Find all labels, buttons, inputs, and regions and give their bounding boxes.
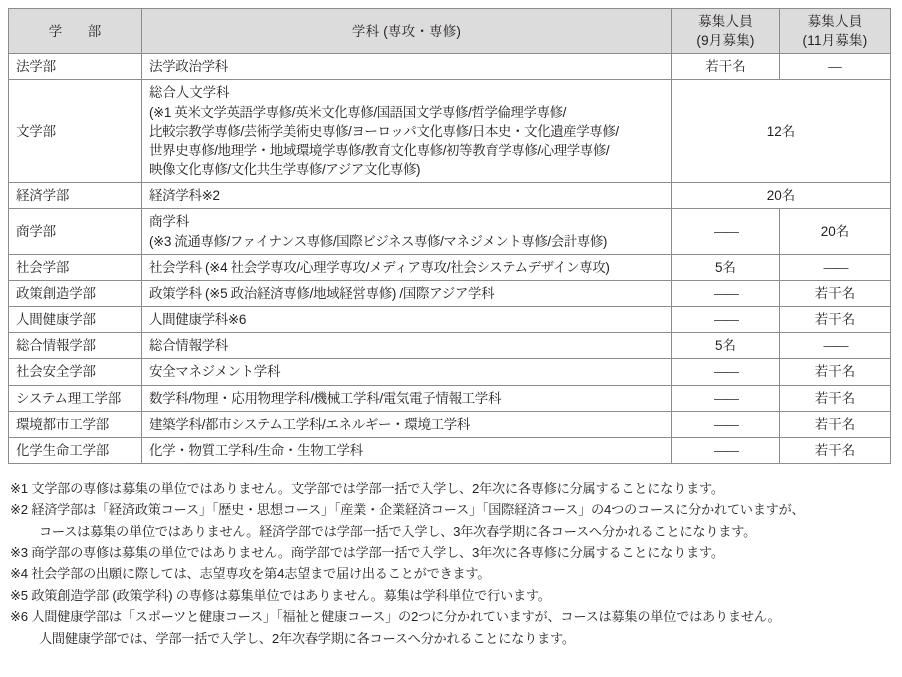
- faculty-name-cell: 環境都市工学部: [9, 411, 142, 437]
- not-offered-dash: ——: [714, 285, 737, 301]
- department-majors-line: (※1 英米文学英語学専修/英米文化専修/国語国文学専修/哲学倫理学専修/: [149, 104, 566, 120]
- not-offered-dash: ——: [714, 390, 737, 406]
- november-quota-line1: 募集人員: [807, 14, 863, 29]
- faculty-name-cell: 法学部: [9, 54, 142, 80]
- november-quota-cell: 若干名: [780, 280, 891, 306]
- september-quota-cell: 5名: [672, 254, 780, 280]
- faculty-name-cell: 化学生命工学部: [9, 437, 142, 463]
- faculty-name-cell: 人間健康学部: [9, 307, 142, 333]
- faculty-name-cell: 商学部: [9, 209, 142, 254]
- september-quota-cell: [672, 411, 780, 437]
- faculty-name-cell: 社会安全学部: [9, 359, 142, 385]
- footnote: [10, 478, 890, 499]
- footnote-text: 経済学部は「経済政策コース」「歴史・思想コース」「産業・企業経済コース」「国際経済コース」の4つのコースに分かれていますが、: [31, 502, 805, 518]
- department-majors-line: 世界史専修/地理学・地域環境学専修/教育文化専修/初等教育学専修/心理学専修/: [149, 142, 610, 158]
- footnote: [10, 499, 890, 542]
- table-row: [9, 333, 891, 359]
- department-cell: [142, 209, 672, 254]
- footnote: [10, 585, 890, 606]
- footnote-marker: ※1: [10, 480, 28, 496]
- september-quota-cell: [672, 437, 780, 463]
- table-row: [9, 254, 891, 280]
- september-quota-cell: 5名: [672, 333, 780, 359]
- department-cell: 化学・物質工学科/生命・生物工学科: [142, 437, 672, 463]
- footnote-text: 社会学部の出願に際しては、志望専攻を第4志望まで届け出ることができます。: [31, 566, 491, 582]
- table-row: [9, 183, 891, 209]
- not-offered-dash: ——: [823, 259, 847, 275]
- september-quota-cell: [672, 209, 780, 254]
- footnote: [10, 563, 890, 584]
- column-header-faculty: 学 部: [9, 9, 142, 54]
- not-offered-dash: ——: [714, 364, 737, 380]
- november-quota-cell: [780, 54, 891, 80]
- footnote-continuation: 人間健康学部では、学部一括で入学し、2年次春学期に各コースへ分かれることになります。: [39, 630, 575, 646]
- not-offered-dash: ——: [714, 416, 737, 432]
- department-majors-line: 映像文化専修/文化共生学専修/アジア文化専修): [149, 162, 421, 178]
- table-row: [9, 54, 891, 80]
- footnote-text: 商学部の専修は募集の単位ではありません。商学部では学部一括で入学し、3年次に各専修に分属することになります。: [31, 545, 724, 561]
- admissions-table: [8, 8, 891, 464]
- table-row: [9, 411, 891, 437]
- september-quota-cell: 若干名: [672, 54, 780, 80]
- footnote-text: 人間健康学部は「スポーツと健康コース」「福祉と健康コース」の2つに分かれていますが、コースは募集の単位ではありません。: [31, 609, 781, 625]
- november-quota-cell: 若干名: [780, 437, 891, 463]
- november-quota-cell: 若干名: [780, 411, 891, 437]
- november-quota-cell: [780, 254, 891, 280]
- department-cell: 人間健康学科※6: [142, 307, 672, 333]
- september-quota-cell: [672, 359, 780, 385]
- faculty-name-cell: 総合情報学部: [9, 333, 142, 359]
- footnote-marker: ※5: [10, 587, 28, 603]
- footnote-text: 文学部の専修は募集の単位ではありません。文学部では学部一括で入学し、2年次に各専修に分属することになります。: [31, 480, 724, 496]
- september-quota-line2: (9月募集): [696, 33, 755, 49]
- table-row: [9, 385, 891, 411]
- footnote-continuation: コースは募集の単位ではありません。経済学部では学部一括で入学し、3年次春学期に各コースへ分かれることになります。: [39, 523, 757, 539]
- footnote-text: 政策創造学部 (政策学科) の専修は募集単位ではありません。募集は学科単位で行います。: [31, 587, 551, 603]
- table-row: [9, 209, 891, 254]
- department-cell: 総合情報学科: [142, 333, 672, 359]
- faculty-name-cell: 政策創造学部: [9, 280, 142, 306]
- department-cell: 建築学科/都市システム工学科/エネルギー・環境工学科: [142, 411, 672, 437]
- november-quota-line2: (11月募集): [802, 33, 868, 49]
- header-row: [9, 9, 891, 54]
- november-quota-cell: 若干名: [780, 359, 891, 385]
- quota-merged-cell: 20名: [672, 183, 891, 209]
- department-cell: 経済学科※2: [142, 183, 672, 209]
- table-row: [9, 80, 891, 183]
- faculty-name-cell: 経済学部: [9, 183, 142, 209]
- november-quota-cell: 若干名: [780, 307, 891, 333]
- september-quota-line1: 募集人員: [698, 14, 753, 29]
- footnote-marker: ※4: [10, 566, 28, 582]
- department-majors-line: 比較宗教学専修/芸術学美術史専修/ヨーロッパ文化専修/日本史・文化遺産学専修/: [149, 123, 619, 139]
- department-cell: 数学科/物理・応用物理学科/機械工学科/電気電子情報工学科: [142, 385, 672, 411]
- november-quota-cell: 若干名: [780, 385, 891, 411]
- table-row: [9, 437, 891, 463]
- november-quota-cell: [780, 333, 891, 359]
- footnotes: [8, 478, 890, 649]
- table-row: [9, 307, 891, 333]
- september-quota-cell: [672, 307, 780, 333]
- footnote: [10, 606, 890, 649]
- quota-merged-cell: 12名: [672, 80, 891, 183]
- not-offered-dash: ——: [823, 338, 847, 354]
- not-offered-dash: ——: [714, 312, 737, 328]
- table-row: [9, 280, 891, 306]
- footnote: [10, 542, 890, 563]
- column-header-november-quota: [780, 9, 891, 54]
- september-quota-cell: [672, 280, 780, 306]
- department-name: 総合人文学科: [149, 85, 230, 101]
- department-cell: 政策学科 (※5 政治経済専修/地域経営専修) /国際アジア学科: [142, 280, 672, 306]
- table-row: [9, 359, 891, 385]
- table-body: [9, 54, 891, 464]
- not-offered-dash: ——: [714, 223, 737, 239]
- column-header-department: 学科 (専攻・専修): [142, 9, 672, 54]
- november-quota-cell: 20名: [780, 209, 891, 254]
- faculty-name-cell: 文学部: [9, 80, 142, 183]
- footnote-marker: ※6: [10, 609, 28, 625]
- department-cell: 法学政治学科: [142, 54, 672, 80]
- department-cell: 安全マネジメント学科: [142, 359, 672, 385]
- table-header: [9, 9, 891, 54]
- column-header-september-quota: [672, 9, 780, 54]
- september-quota-cell: [672, 385, 780, 411]
- not-offered-dash: ——: [714, 442, 737, 458]
- faculty-name-cell: 社会学部: [9, 254, 142, 280]
- footnote-marker: ※3: [10, 545, 28, 561]
- not-offered-dash: —: [828, 59, 842, 75]
- department-name: 商学科: [149, 214, 190, 230]
- department-majors-line: (※3 流通専修/ファイナンス専修/国際ビジネス専修/マネジメント専修/会計専修): [149, 233, 607, 249]
- faculty-name-cell: システム理工学部: [9, 385, 142, 411]
- department-cell: 社会学科 (※4 社会学専攻/心理学専攻/メディア専攻/社会システムデザイン専攻): [142, 254, 672, 280]
- footnote-marker: ※2: [10, 502, 28, 518]
- department-cell: [142, 80, 672, 183]
